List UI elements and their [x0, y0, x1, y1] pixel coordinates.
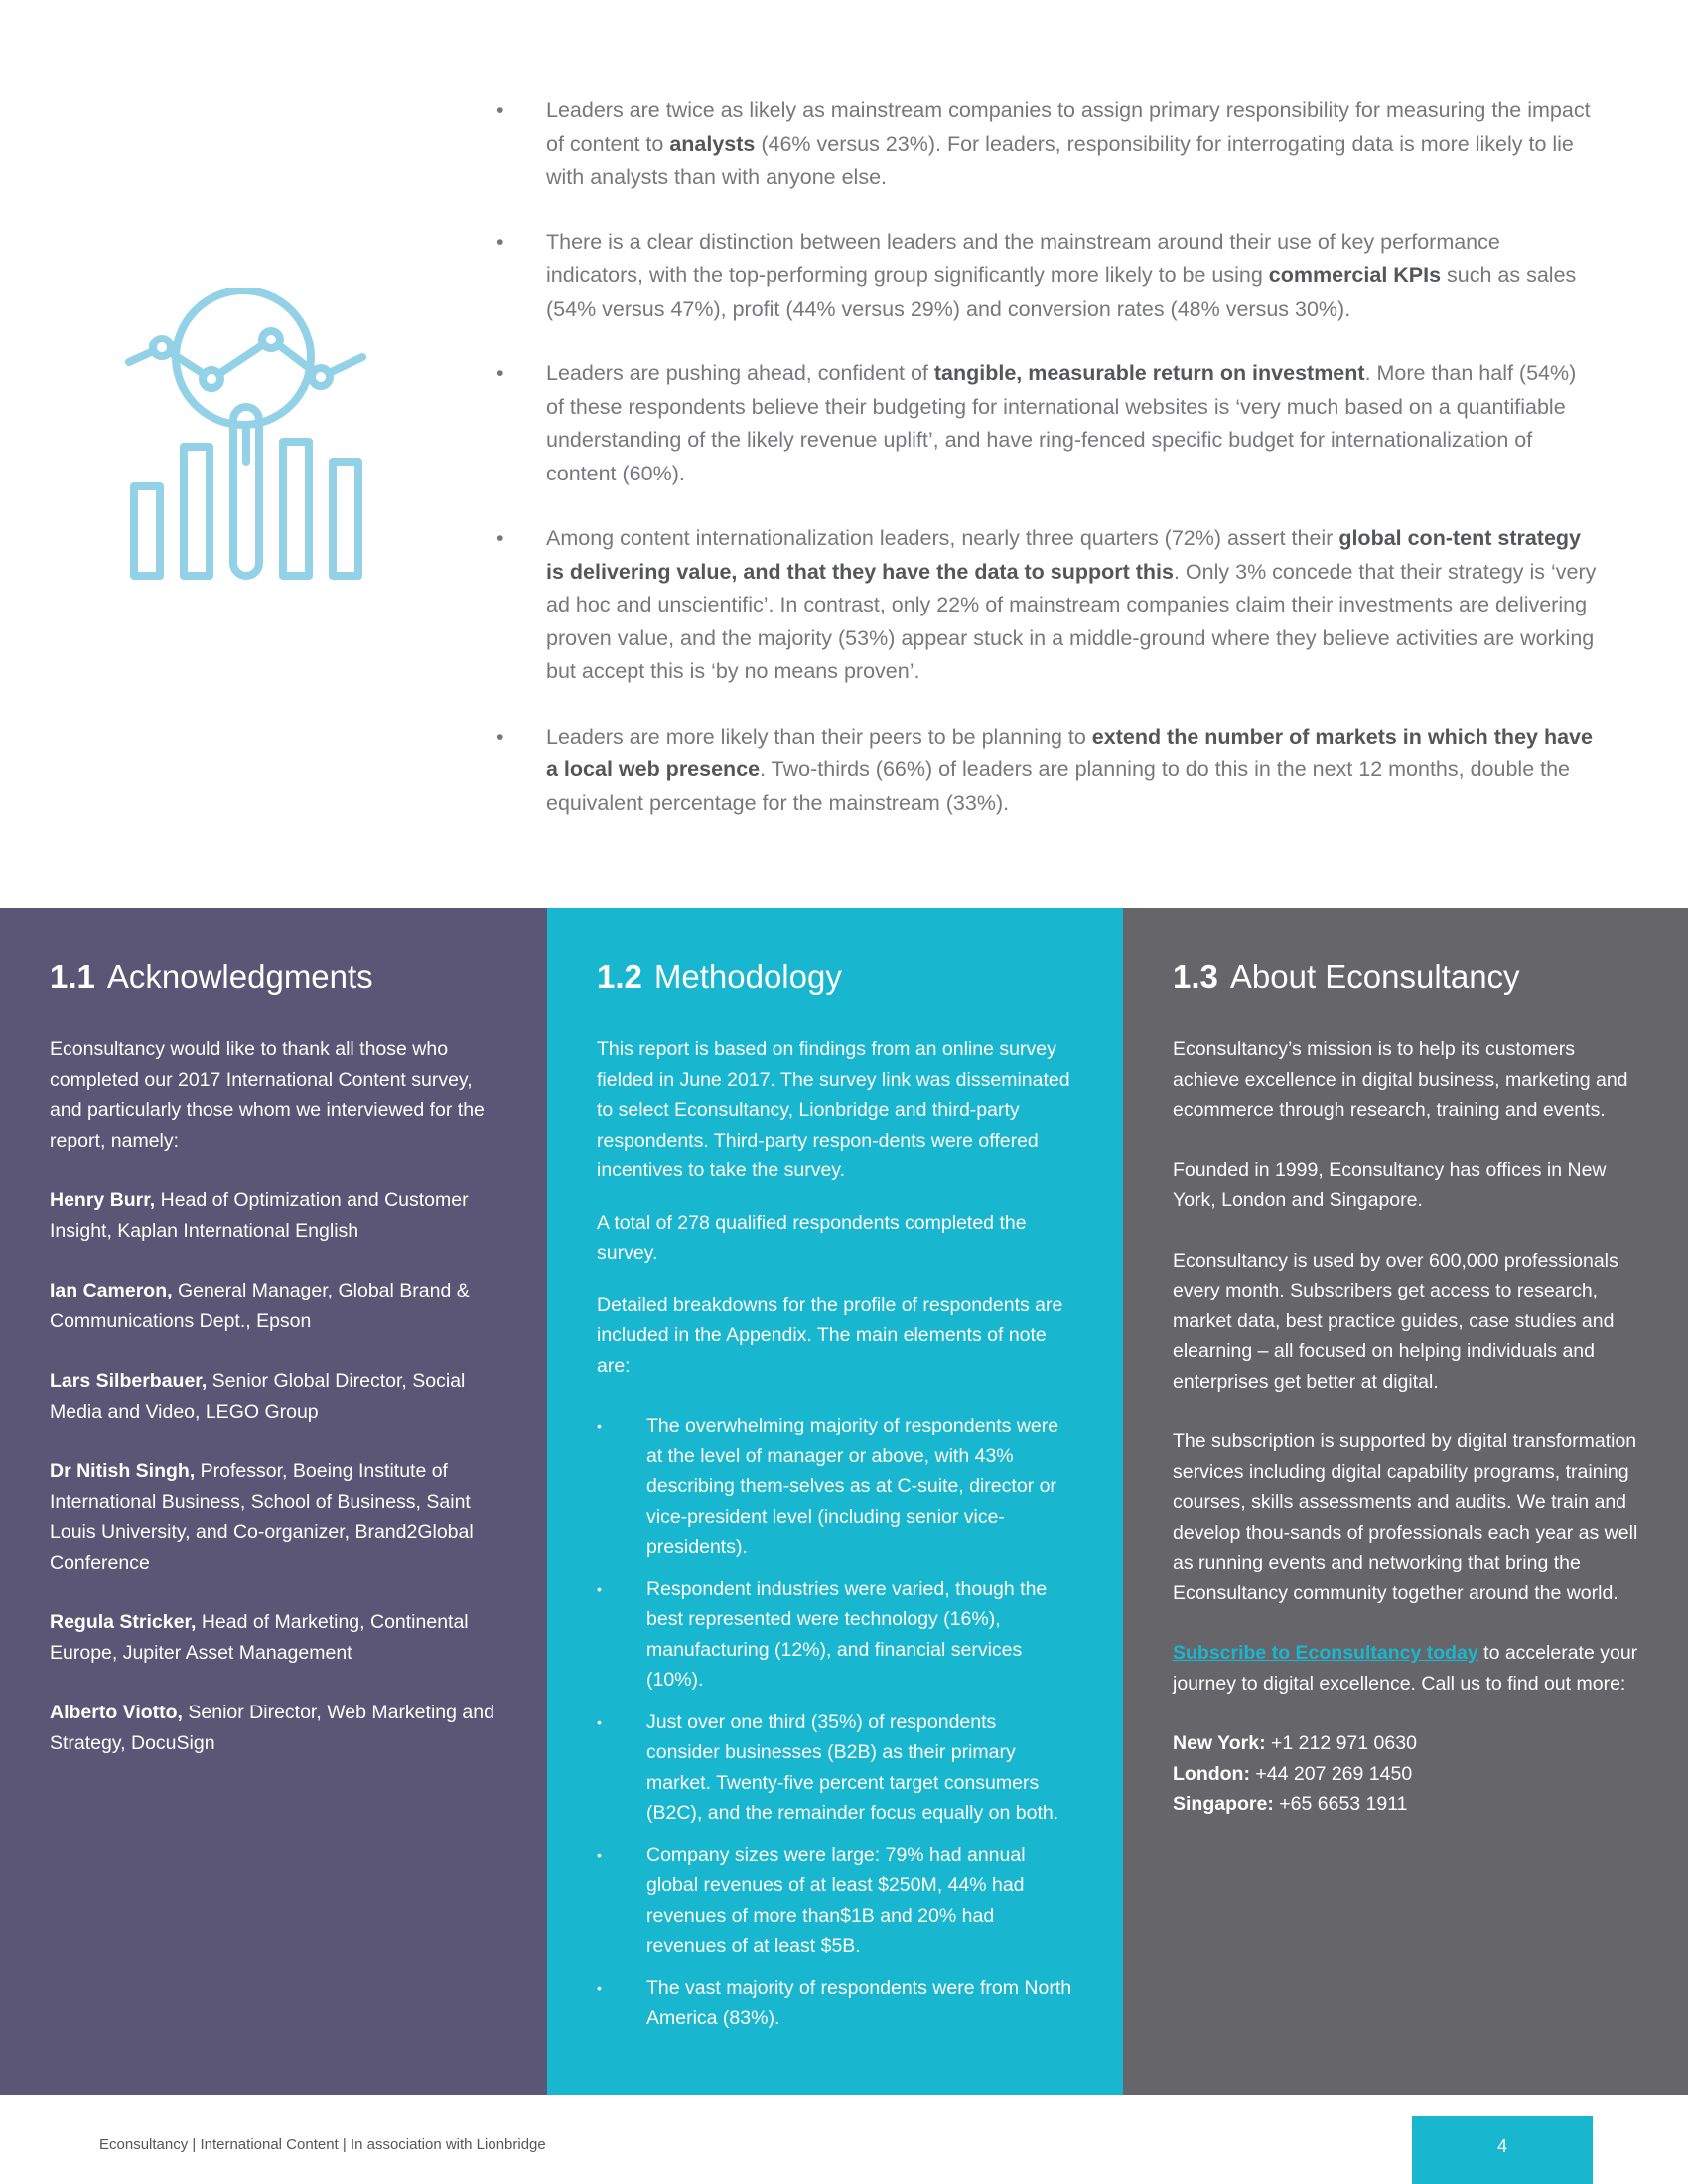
- methodology-bullet: [597, 1974, 1073, 2034]
- bullet-text: The overwhelming majority of respondents were at the level of manager or above, with 43% describing them-selves as at C-suite, director or vice-president level (including senior vice- presidents).: [646, 1415, 1059, 1558]
- methodology-paragraph: A total of 278 qualified respondents completed the survey.: [597, 1211, 1027, 1264]
- bullet-text: . Two-thirds (66%) of leaders are planning to do this in the next 12 months, double the equivalent percentage for the mainstream (33%).: [546, 757, 1571, 815]
- about-paragraph: Founded in 1999, Econsultancy has offices in New York, London and Singapore.: [1173, 1159, 1607, 1211]
- person-name: Regula Stricker,: [50, 1611, 197, 1633]
- bullet-emphasis: global con-tent strategy is delivering value, and that they have the data to support this: [546, 526, 1582, 584]
- contact-phone: +1 212 971 0630: [1265, 1732, 1417, 1754]
- methodology-bullet: [597, 1841, 1073, 1962]
- person-name: Alberto Viotto,: [50, 1702, 183, 1723]
- person-role: Senior Director, Web Marketing and Strategy, DocuSign: [50, 1702, 494, 1754]
- findings-bullet-list: [496, 94, 1599, 852]
- person-entry: [50, 1698, 497, 1758]
- contact-city: London:: [1173, 1762, 1250, 1785]
- bullet-text: . More than half (54%) of these respondents believe their budgeting for international websites is ‘very much based on a quantifiable understanding of the likely revenue uplift’, and have ring-fenced specific budget for internationalization of content (60%).: [546, 361, 1577, 485]
- methodology-bullet: [597, 1411, 1073, 1563]
- section-number: 1.2: [597, 958, 642, 995]
- subscribe-text: to accelerate your journey to digital excellence. Call us to find out more:: [1173, 1642, 1638, 1695]
- findings-bullet: [496, 357, 1599, 490]
- methodology-bullet-list: [597, 1411, 1073, 2034]
- bullet-emphasis: extend the number of markets in which they have a local web presence: [546, 724, 1593, 781]
- section-title: About Econsultancy: [1229, 958, 1520, 995]
- section-title: Methodology: [653, 958, 842, 995]
- person-role: Senior Global Director, Social Media and Video, LEGO Group: [50, 1370, 466, 1423]
- contact-entry: [1173, 1728, 1638, 1759]
- bullet-text: There is a clear distinction between leaders and the mainstream around their use of key performance indicators, with the top-performing group significantly more likely to be using: [546, 229, 1500, 287]
- person-role: General Manager, Global Brand & Communications Dept., Epson: [50, 1280, 470, 1332]
- methodology-paragraph: This report is based on findings from an online survey fielded in June 2017. The survey link was disseminated to select Econsultancy, Lionbridge and third-party respondents. Third-party respon-dents were offered incentives to take the survey.: [597, 1038, 1070, 1181]
- findings-section: [0, 0, 1688, 908]
- methodology-heading: [597, 953, 1073, 1001]
- about-paragraph: The subscription is supported by digital transformation services including digital capability programs, training courses, skills assessments and audits. We train and develop thou-sands of professionals each year as well as running events and networking that bring the Econsultancy community together around the world.: [1173, 1431, 1638, 1604]
- person-name: Lars Silberbauer,: [50, 1370, 208, 1392]
- bullet-glyph: •: [597, 1580, 602, 1597]
- bullet-emphasis: tangible, measurable return on investment: [933, 361, 1365, 385]
- contact-city: Singapore:: [1173, 1793, 1274, 1815]
- bullet-text: . Only 3% concede that their strategy is ‘very ad hoc and unscientific’. In contrast, only 22% of mainstream companies claim their investments are delivering proven value, and the majority (53%) appear stuck in a middle-ground where they believe activities are working but accept this is ‘by no means proven’.: [546, 559, 1597, 683]
- person-role: Head of Marketing, Continental Europe, Jupiter Asset Management: [50, 1611, 469, 1664]
- bullet-text: The vast majority of respondents were from North America (83%).: [646, 1977, 1072, 2029]
- page-number: 4: [1412, 2116, 1593, 2184]
- person-role: Professor, Boeing Institute of International Business, School of Business, Saint Louis University, and Co-organizer, Brand2Global Conference: [50, 1460, 474, 1573]
- analytics-chart-icon: [124, 288, 372, 586]
- person-entry: [50, 1276, 497, 1336]
- subscribe-paragraph: [1173, 1638, 1638, 1699]
- bullet-text: (46% versus 23%). For leaders, responsibility for interrogating data is more likely to lie with analysts than with anyone else.: [546, 131, 1574, 189]
- acknowledgments-panel: [0, 908, 547, 2095]
- methodology-bullet: [597, 1707, 1073, 1829]
- findings-bullet: [496, 226, 1599, 327]
- bullet-text: Leaders are twice as likely as mainstream companies to assign primary responsibility for measuring the impact of content to: [546, 98, 1591, 156]
- person-entry: [50, 1456, 497, 1577]
- bullet-glyph: •: [597, 1979, 602, 1996]
- person-name: Dr Nitish Singh,: [50, 1460, 196, 1482]
- bullet-glyph: •: [597, 1713, 602, 1730]
- bullet-glyph: •: [496, 724, 504, 749]
- methodology-bullet: [597, 1574, 1073, 1696]
- people-list: [50, 1185, 497, 1758]
- contact-entry: [1173, 1759, 1638, 1790]
- bullet-emphasis: commercial KPIs: [1268, 263, 1442, 287]
- person-entry: [50, 1366, 497, 1427]
- bullet-glyph: •: [597, 1418, 602, 1433]
- bullet-text: Leaders are pushing ahead, confident of: [546, 361, 934, 385]
- about-paragraph: Econsultancy’s mission is to help its customers achieve excellence in digital business, marketing and ecommerce through research, training and events.: [1173, 1038, 1628, 1121]
- about-paragraph: Econsultancy is used by over 600,000 professionals every month. Subscribers get access to research, market data, best practice guides, case studies and elearning – all focused on helping individuals and enterprises get better at digital.: [1173, 1249, 1618, 1393]
- contact-phone: +65 6653 1911: [1273, 1793, 1408, 1815]
- bullet-glyph: •: [496, 229, 504, 254]
- methodology-paragraph: Detailed breakdowns for the profile of respondents are included in the Appendix. The main elements of note are:: [597, 1294, 1063, 1377]
- bullet-text: Just over one third (35%) of respondents consider businesses (B2B) as their primary market. Twenty-five percent target consumers (B2C), and the remainder focus equally on both.: [646, 1710, 1059, 1824]
- contact-phone: +44 207 269 1450: [1249, 1762, 1413, 1785]
- findings-bullet: [496, 94, 1599, 195]
- section-title: Acknowledgments: [106, 958, 373, 995]
- bullet-text: Respondent industries were varied, though the best represented were technology (16%), manufacturing (12%), and financial services (10%).: [646, 1577, 1048, 1691]
- bullet-glyph: •: [597, 1846, 602, 1863]
- bullet-text: Among content internationalization leaders, nearly three quarters (72%) assert their: [546, 526, 1339, 550]
- about-heading: [1173, 953, 1638, 1001]
- contact-list: [1173, 1728, 1638, 1820]
- bullet-text: Leaders are more likely than their peers to be planning to: [546, 724, 1092, 749]
- acknowledgments-heading: [50, 953, 497, 1001]
- subscribe-link[interactable]: Subscribe to Econsultancy today: [1173, 1642, 1478, 1664]
- bullet-glyph: •: [496, 361, 504, 385]
- footer-credits: Econsultancy | International Content | In association with Lionbridge: [99, 2136, 546, 2153]
- section-number: 1.1: [50, 958, 95, 995]
- info-columns: [0, 908, 1688, 2095]
- bullet-glyph: •: [496, 526, 504, 550]
- contact-entry: [1173, 1789, 1638, 1820]
- page-footer: [0, 2095, 1688, 2184]
- bullet-glyph: •: [496, 98, 504, 122]
- person-name: Ian Cameron,: [50, 1280, 173, 1301]
- bullet-text: such as sales (54% versus 47%), profit (44% versus 29%) and conversion rates (48% versus 30%).: [546, 263, 1577, 321]
- bullet-emphasis: analysts: [669, 131, 756, 156]
- findings-bullet: [496, 721, 1599, 821]
- person-role: Head of Optimization and Customer Insight, Kaplan International English: [50, 1189, 469, 1242]
- contact-city: New York:: [1173, 1732, 1266, 1754]
- section-number: 1.3: [1173, 958, 1218, 995]
- methodology-panel: [547, 908, 1123, 2095]
- person-name: Henry Burr,: [50, 1189, 156, 1211]
- bullet-text: Company sizes were large: 79% had annual global revenues of at least $250M, 44% had revenues of more than$1B and 20% had revenues of at least $5B.: [646, 1843, 1026, 1957]
- person-entry: [50, 1185, 497, 1246]
- person-entry: [50, 1607, 497, 1668]
- about-panel: [1123, 908, 1688, 2095]
- findings-bullet: [496, 522, 1599, 689]
- acknowledgments-intro: Econsultancy would like to thank all those who completed our 2017 International Content survey, and particularly those whom we interviewed for the report, namely:: [50, 1038, 485, 1152]
